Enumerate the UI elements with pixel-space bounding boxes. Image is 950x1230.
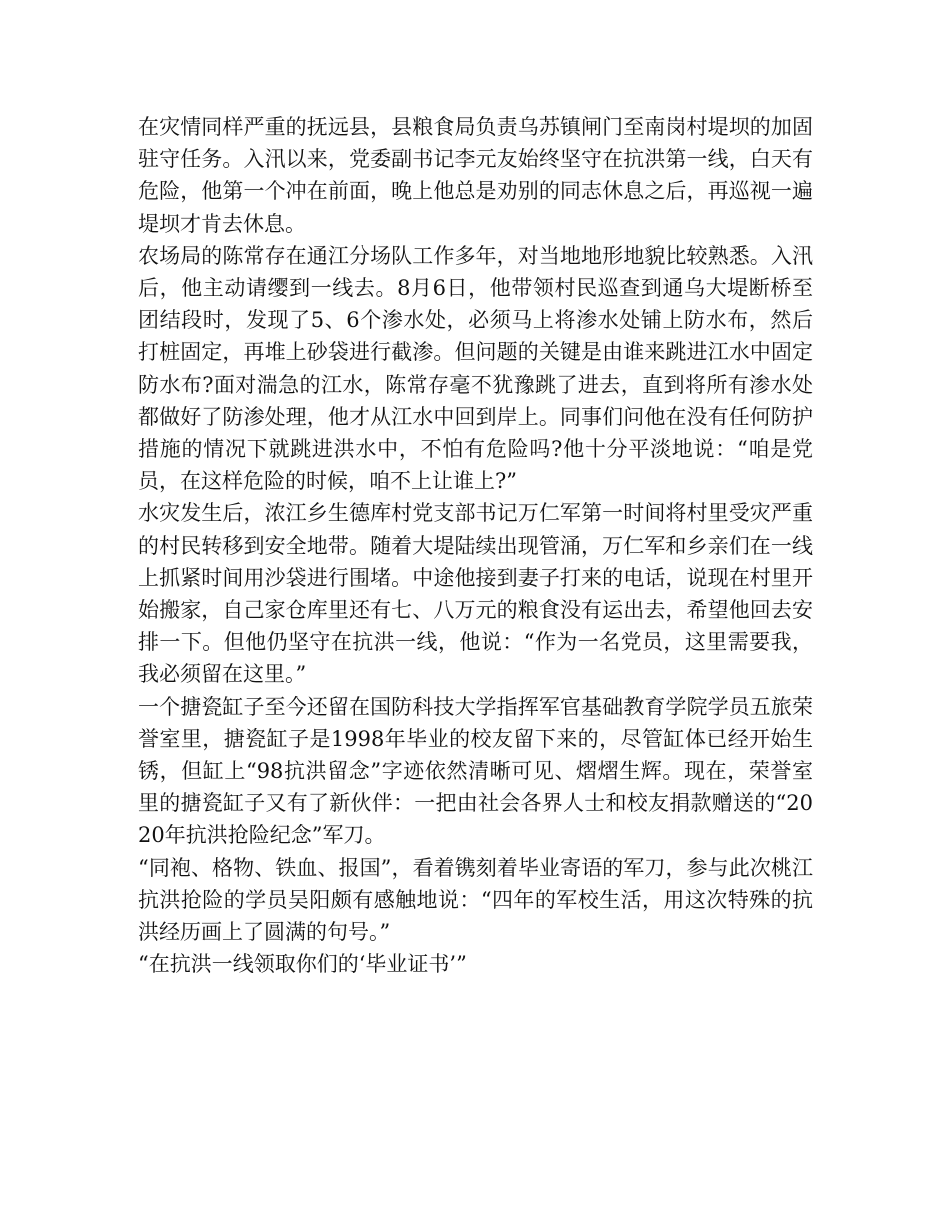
paragraph-chen-changcun: 农场局的陈常存在通江分场队工作多年，对当地地形地貌比较熟悉。入汛后，他主动请缨到一线去。8月6日，他带领村民巡查到通乌大堤断桥至团结段时，发现了5、6个渗水处，必须马上将渗水处铺上防水布，然后打桩固定，再堆上砂袋进行截渗。但问题的关键是由谁来跳进江水中固定防水布?面对湍急的江水，陈常存毫不犹豫跳了进去，直到将所有渗水处都做好了防渗处理，他才从江水中回到岸上。同事们问他在没有任何防护措施的情况下就跳进洪水中，不怕有危险吗?他十分平淡地说：“咱是党员，在这样危险的时候，咱不上让谁上?”: [138, 243, 813, 494]
paragraph-military-sword: “同袍、格物、铁血、报国”，看着镌刻着毕业寄语的军刀，参与此次桃江抗洪抢险的学员吴阳颇有感触地说：“四年的军校生活，用这次特殊的抗洪经历画上了圆满的句号。”: [138, 855, 813, 945]
paragraph-wan-renjun: 水灾发生后，浓江乡生德库村党支部书记万仁军第一时间将村里受灾严重的村民转移到安全地带。随着大堤陆续出现管涌，万仁军和乡亲们在一线上抓紧时间用沙袋进行围堵。中途他接到妻子打来的电话，说现在村里开始搬家，自己家仓库里还有七、八万元的粮食没有运出去，希望他回去安排一下。但他仍坚守在抗洪一线，他说：“作为一名党员，这里需要我，我必须留在这里。”: [138, 501, 813, 687]
paragraph-enamel-mug: 一个搪瓷缸子至今还留在国防科技大学指挥军官基础教育学院学员五旅荣誉室里，搪瓷缸子是1998年毕业的校友留下来的，尽管缸体已经开始生锈，但缸上“98抗洪留念”字迹依然清晰可见、熠熠生辉。现在，荣誉室里的搪瓷缸子又有了新伙伴：一把由社会各界人士和校友捐款赠送的“2020年抗洪抢险纪念”军刀。: [138, 694, 813, 848]
document-page: [138, 111, 813, 980]
paragraph-fuyuan-county: 在灾情同样严重的抚远县，县粮食局负责乌苏镇闸门至南岗村堤坝的加固驻守任务。入汛以来，党委副书记李元友始终坚守在抗洪第一线，白天有危险，他第一个冲在前面，晚上他总是劝别的同志休息之后，再巡视一遍堤坝才肯去休息。: [138, 115, 813, 236]
section-heading: “在抗洪一线领取你们的‘毕业证书’”: [138, 952, 467, 977]
